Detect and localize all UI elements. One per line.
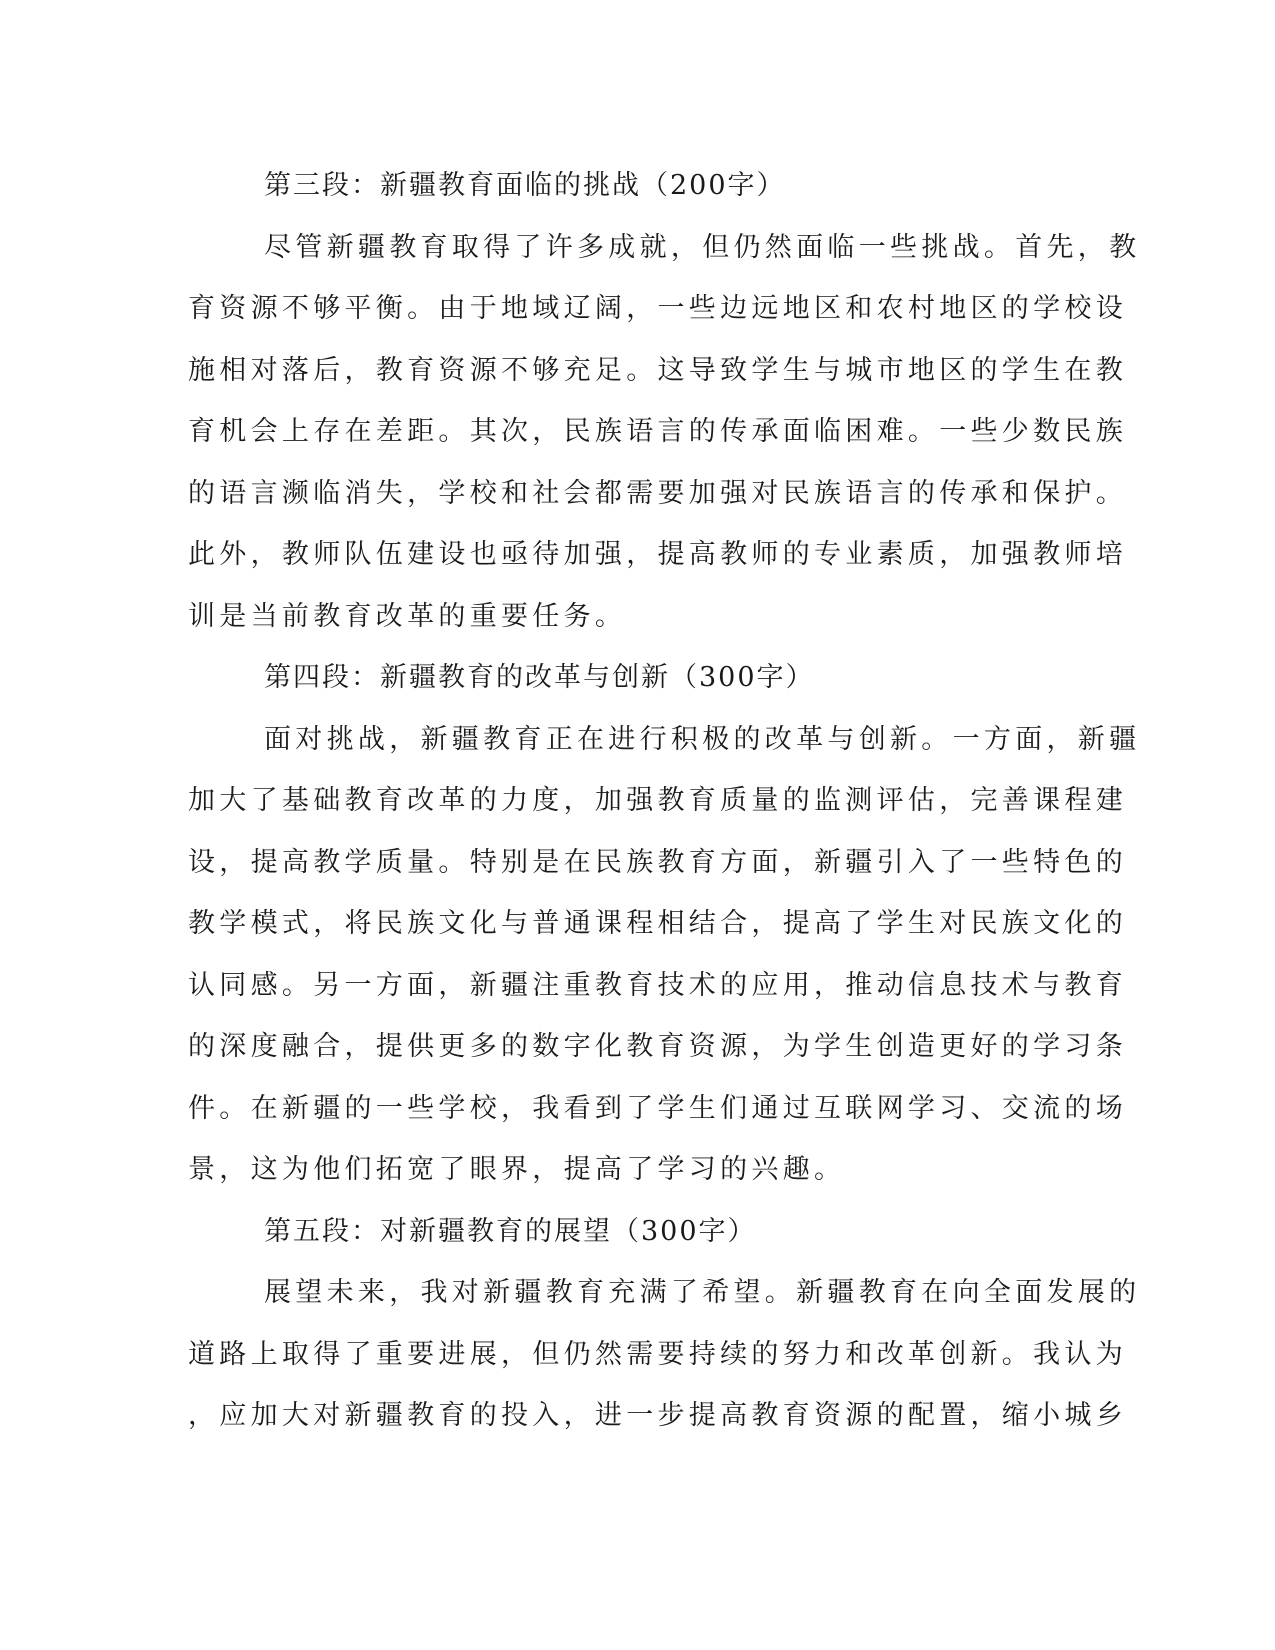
paragraph-line: ，应加大对新疆教育的投入，进一步提高教育资源的配置，缩小城乡 — [188, 1400, 1127, 1431]
paragraph-line: 认同感。另一方面，新疆注重教育技术的应用，推动信息技术与教育 — [188, 969, 1127, 1001]
paragraph-line: 景，这为他们拓宽了眼界，提高了学习的兴趣。 — [188, 1154, 846, 1185]
paragraph-line: 教学模式，将民族文化与普通课程相结合，提高了学生对民族文化的 — [188, 908, 1127, 939]
paragraph-line: 育机会上存在差距。其次，民族语言的传承面临困难。一些少数民族 — [188, 416, 1127, 447]
paragraph-line: 此外，教师队伍建设也亟待加强，提高教师的专业素质，加强教师培 — [188, 539, 1127, 570]
paragraph-line: 育资源不够平衡。由于地域辽阔，一些边远地区和农村地区的学校设 — [188, 293, 1127, 324]
paragraph-line: 加大了基础教育改革的力度，加强教育质量的监测评估，完善课程建 — [188, 785, 1127, 816]
section-heading-3: 第三段：新疆教育面临的挑战（200字） — [264, 170, 786, 201]
paragraph-line: 的语言濒临消失，学校和社会都需要加强对民族语言的传承和保护。 — [188, 477, 1127, 509]
paragraph-line: 展望未来，我对新疆教育充满了希望。新疆教育在向全面发展的 — [264, 1277, 1141, 1308]
section-heading-5: 第五段：对新疆教育的展望（300字） — [264, 1215, 757, 1247]
paragraph-line: 道路上取得了重要进展，但仍然需要持续的努力和改革创新。我认为 — [188, 1338, 1127, 1370]
paragraph-line: 设，提高教学质量。特别是在民族教育方面，新疆引入了一些特色的 — [188, 846, 1127, 878]
section-heading-4: 第四段：新疆教育的改革与创新（300字） — [264, 662, 815, 693]
paragraph-line: 件。在新疆的一些学校，我看到了学生们通过互联网学习、交流的场 — [188, 1092, 1127, 1124]
paragraph-line: 训是当前教育改革的重要任务。 — [188, 600, 627, 632]
document-body — [188, 155, 1141, 1447]
paragraph-line: 尽管新疆教育取得了许多成就，但仍然面临一些挑战。首先，教 — [264, 231, 1141, 263]
paragraph-line: 面对挑战，新疆教育正在进行积极的改革与创新。一方面，新疆 — [264, 723, 1141, 755]
paragraph-line: 施相对落后，教育资源不够充足。这导致学生与城市地区的学生在教 — [188, 354, 1127, 386]
paragraph-line: 的深度融合，提供更多的数字化教育资源，为学生创造更好的学习条 — [188, 1031, 1127, 1062]
